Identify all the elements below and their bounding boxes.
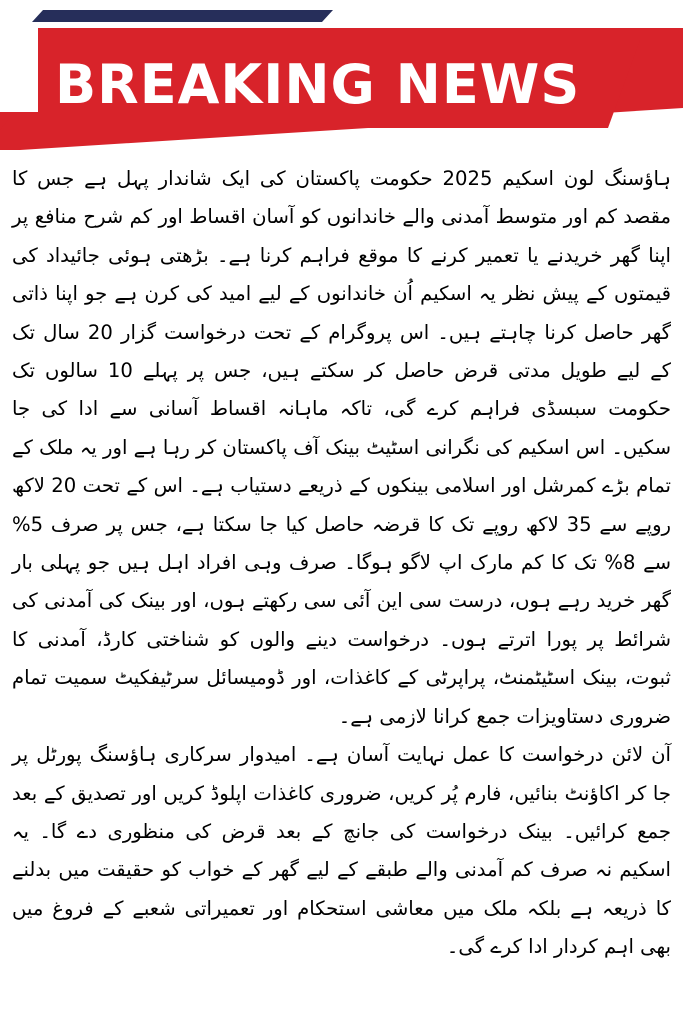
article-paragraph: ہاؤسنگ لون اسکیم 2025 حکومت پاکستان کی ایک شاندار پہل ہے جس کا مقصد کم اور متوسط آمدنی والے خاندانوں کو آسان اقساط اور کم شرح منافع پر اپنا گھر خریدنے یا تعمیر کرنے کا موقع فراہم کرنا ہے۔ بڑھتی ہوئی جائیداد کی قیمتوں کے پیش نظر یہ اسکیم اُن خاندانوں کے لیے امید کی کرن ہے جو اپنا ذاتی گھر حاصل کرنا چاہتے ہیں۔ اس پروگرام کے تحت درخواست گزار 20 سال تک کے لیے طویل مدتی قرض حاصل کر سکتے ہیں، جس پر پہلے 10 سالوں تک حکومت سبسڈی فراہم کرے گی، تاکہ ماہانہ اقساط آسانی سے ادا کی جا سکیں۔ اس اسکیم کی نگرانی اسٹیٹ بینک آف پاکستان کر رہا ہے اور یہ ملک کے تمام بڑے کمرشل اور اسلامی بینکوں کے ذریعے دستیاب ہے۔ اس کے تحت 20 لاکھ روپے سے 35 لاکھ روپے تک کا قرضہ حاصل کیا جا سکتا ہے، جس پر صرف 5% سے 8% تک کا کم مارک اپ لاگو ہوگا۔ صرف وہی افراد اہل ہیں جو پہلی بار گھر خرید رہے ہوں، درست سی این آئی سی رکھتے ہوں، اور بینک کی آمدنی کی شرائط پر پورا اترتے ہوں۔ درخواست دینے والوں کو شناختی کارڈ، آمدنی کا ثبوت، بینک اسٹیٹمنٹ، پراپرٹی کے کاغذات، اور ڈومیسائل سرٹیفکیٹ سمیت تمام ضروری دستاویزات جمع کرانا لازمی ہے۔ xyxy=(12,167,671,728)
banner-headline: BREAKING NEWS xyxy=(55,53,581,116)
article-body xyxy=(12,160,671,1018)
banner-navy-accent xyxy=(32,10,333,22)
article-paragraph: آن لائن درخواست کا عمل نہایت آسان ہے۔ امیدوار سرکاری ہاؤسنگ پورٹل پر جا کر اکاؤنٹ بنائیں، فارم پُر کریں، ضروری کاغذات اپلوڈ کریں اور تصدیق کے بعد جمع کرائیں۔ بینک درخواست کی جانچ کے بعد قرض کی منظوری دے گا۔ یہ اسکیم نہ صرف کم آمدنی والے طبقے کے لیے گھر کے خواب کو حقیقت میں بدلنے کا ذریعہ ہے بلکہ ملک میں معاشی استحکام اور تعمیراتی شعبے کے فروغ میں بھی اہم کردار ادا کرے گی۔ xyxy=(12,743,671,959)
breaking-news-banner xyxy=(0,0,683,150)
